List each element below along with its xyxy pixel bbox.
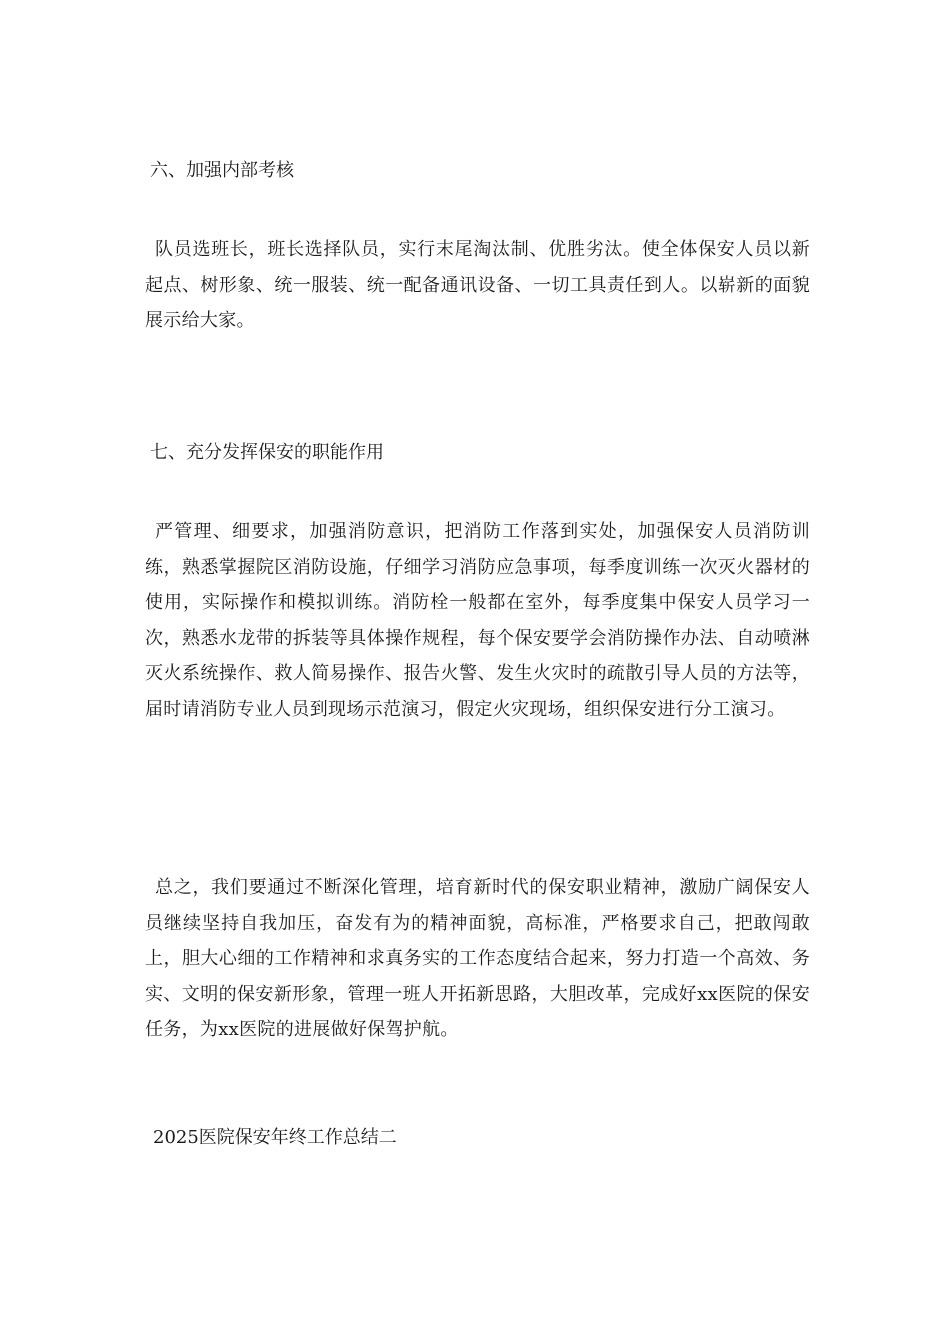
section-heading-6: 六、加强内部考核 [150,160,294,181]
conclusion-paragraph: 总之，我们要通过不断深化管理，培育新时代的保安职业精神，激励广阔保安人员继续坚持自我加压，奋发有为的精神面貌，高标准，严格要求自己，把敢闯敢上，胆大心细的工作精神和求真务实的工作态度结合起来，努力打造一个高效、务实、文明的保安新形象，管理一班人开拓新思路，大胆改革，完成好xx医院的保安任务，为xx医院的进展做好保驾护航。 [145,877,810,1040]
section-body-6: 队员选班长，班长选择队员，实行末尾淘汰制、优胜劣汰。使全体保安人员以新起点、树形象、统一服装、统一配备通讯设备、一切工具责任到人。以崭新的面貌展示给大家。 [145,239,810,331]
section-heading-7: 七、充分发挥保安的职能作用 [150,442,384,463]
next-section-title: 2025医院保安年终工作总结二 [153,1127,397,1148]
section-body-7: 严管理、细要求，加强消防意识，把消防工作落到实处，加强保安人员消防训练，熟悉掌握院区消防设施，仔细学习消防应急事项，每季度训练一次灭火器材的使用，实际操作和模拟训练。消防栓一般都在室外，每季度集中保安人员学习一次，熟悉水龙带的拆装等具体操作规程，每个保安要学会消防操作办法、自动喷淋灭火系统操作、救人简易操作、报告火警、发生火灾时的疏散引导人员的方法等，届时请消防专业人员到现场示范演习，假定火灾现场，组织保安进行分工演习。 [145,521,810,720]
